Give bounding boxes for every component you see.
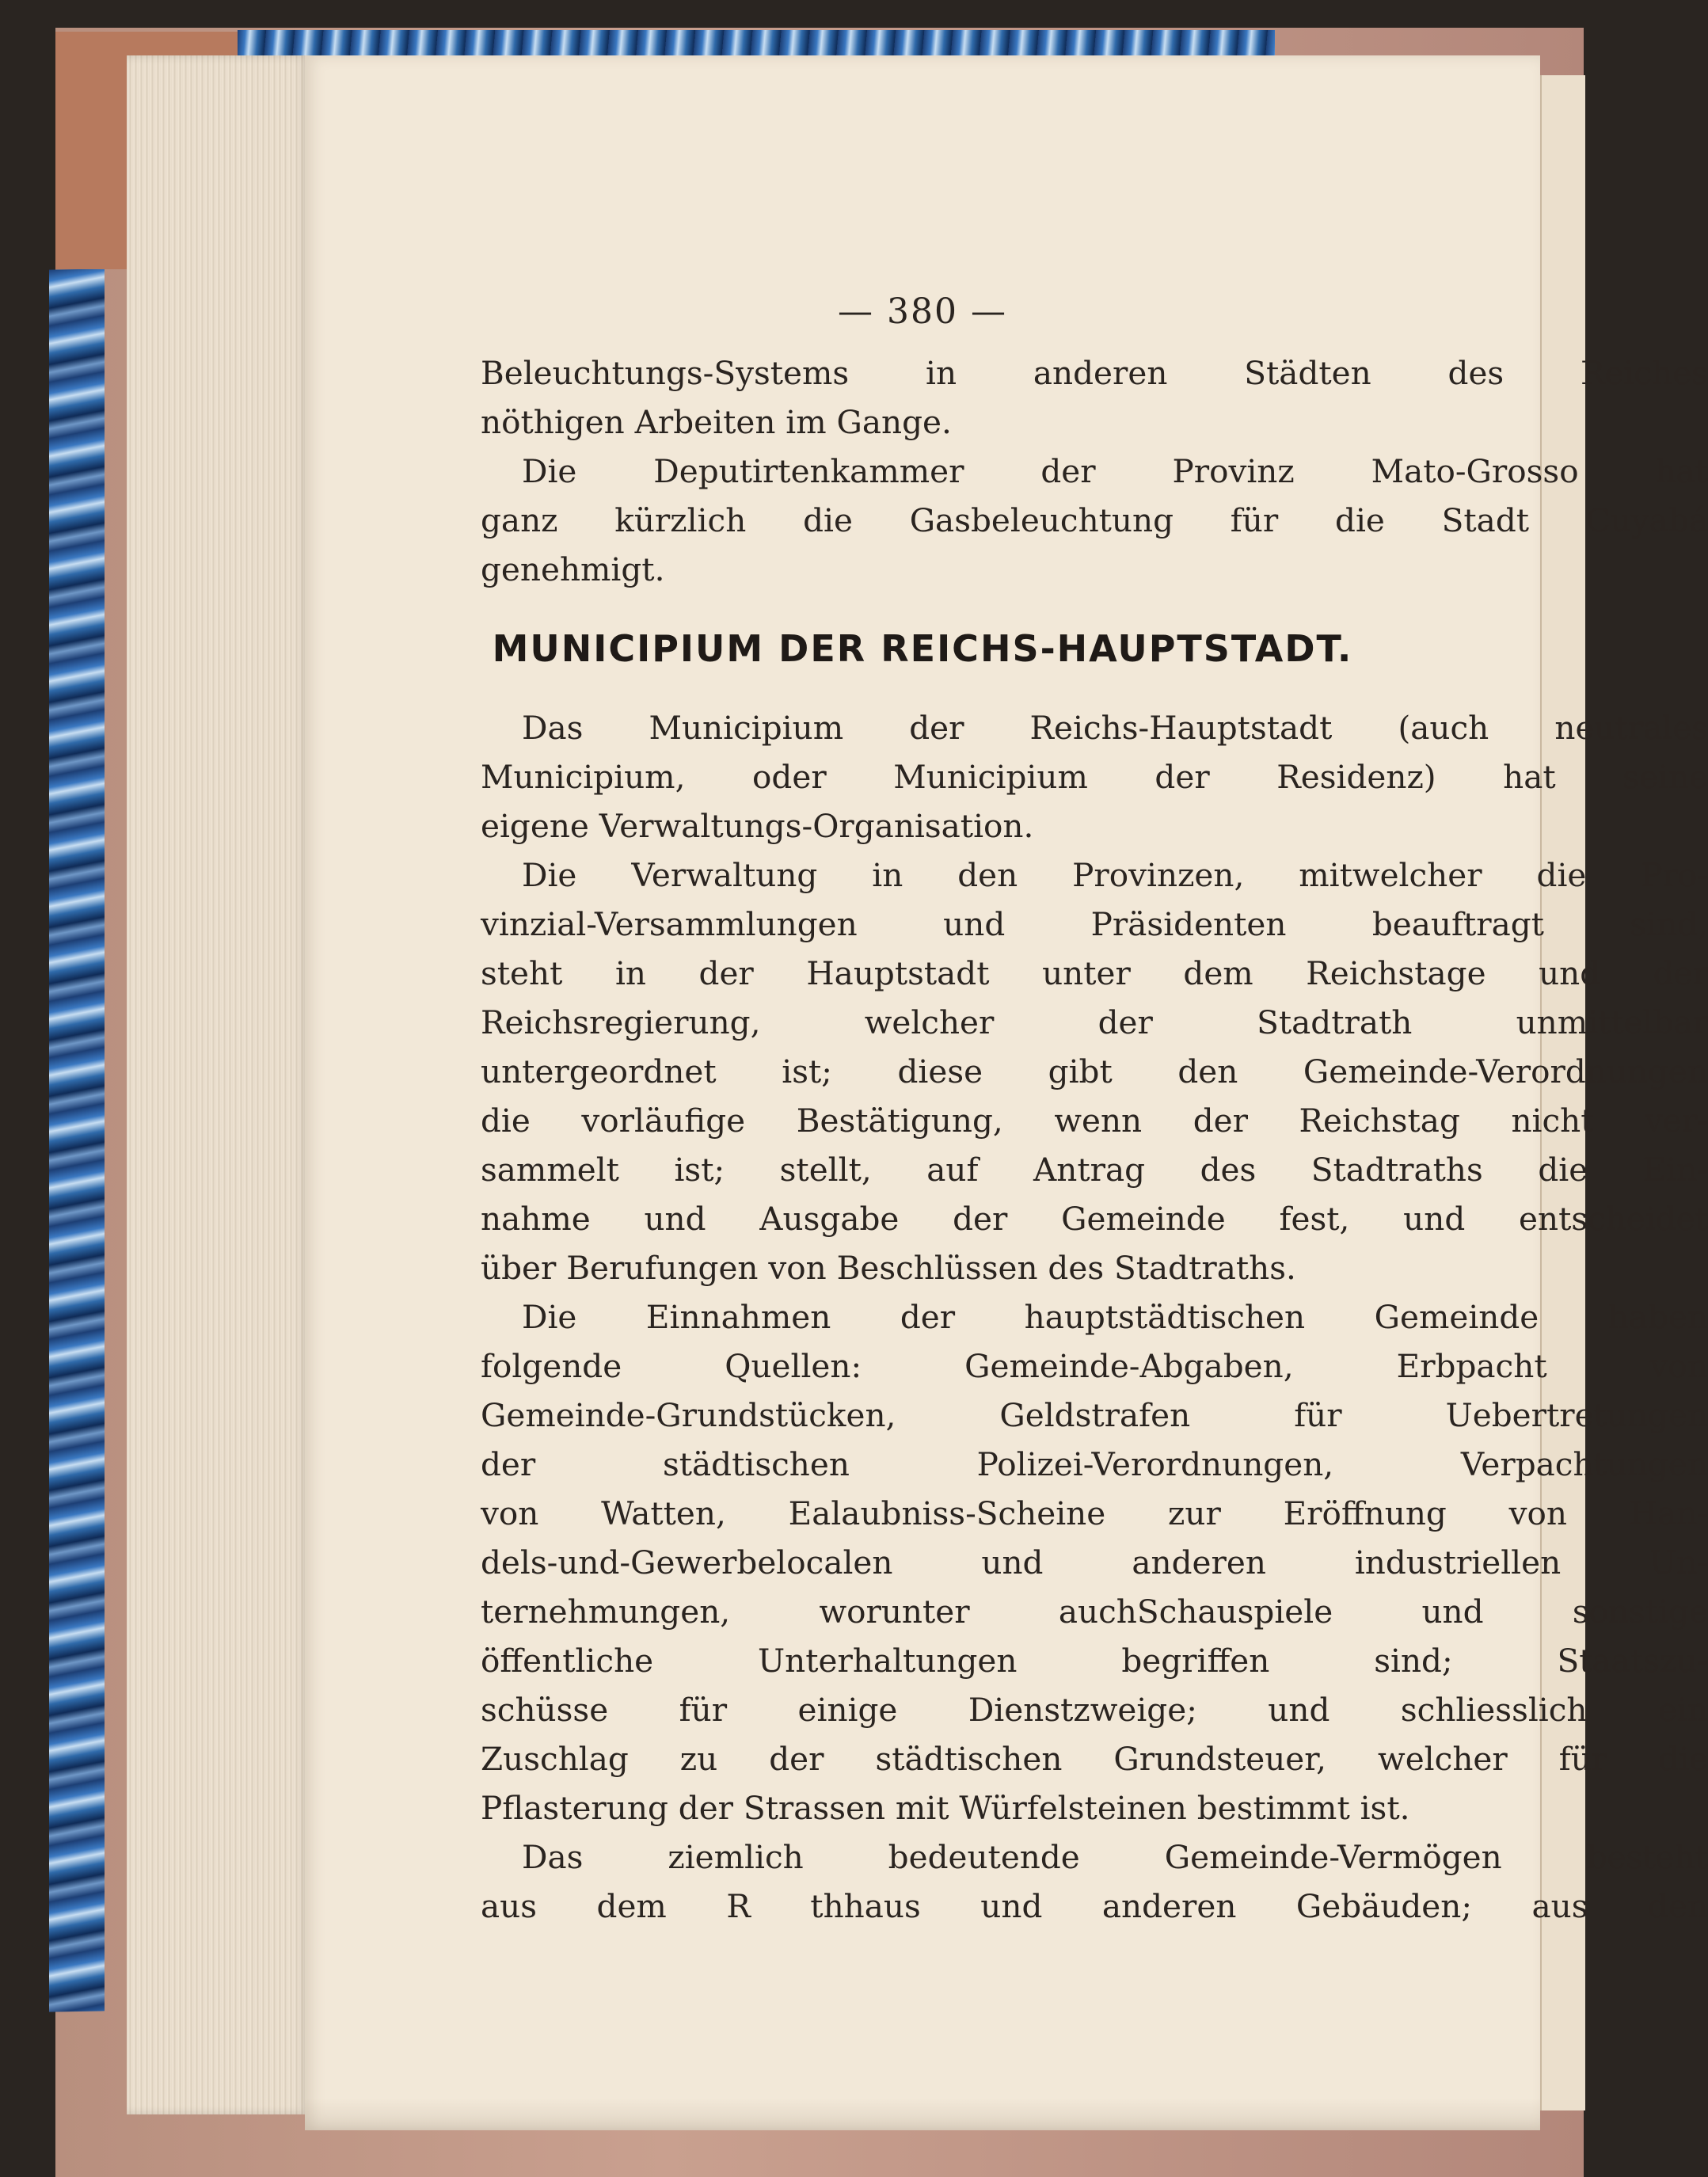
page-number: — 380 — bbox=[838, 291, 1007, 332]
text-line: schüsse für einige Dienstzweige; und schliesslich ein bbox=[481, 1691, 1708, 1729]
text-line: ternehmungen, worunter auchSchauspiele und sonstige bbox=[481, 1593, 1708, 1631]
text-line: Die Verwaltung in den Provinzen, mitwelcher die Pro- bbox=[522, 856, 1708, 894]
top-paragraphs bbox=[481, 348, 1708, 594]
text-line: Das ziemlich bedeutende Gemeinde-Vermögen besteht bbox=[522, 1838, 1708, 1876]
text-line: die vorläufige Bestätigung, wenn der Reichstag nicht ver- bbox=[481, 1102, 1708, 1140]
text-line: nöthigen Arbeiten im Gange. bbox=[481, 403, 952, 441]
text-line: Zuschlag zu der städtischen Grundsteuer, welcher für die bbox=[481, 1740, 1708, 1778]
text-line: aus dem R thhaus und anderen Gebäuden; aus den bbox=[481, 1887, 1708, 1925]
text-line: über Berufungen von Beschlüssen des Stadtraths. bbox=[481, 1249, 1296, 1287]
text-line: von Watten, Ealaubniss-Scheine zur Eröffnung von Han- bbox=[481, 1494, 1708, 1532]
text-line: Das Municipium der Reichs-Hauptstadt (auch neutrales bbox=[522, 709, 1708, 747]
text-line: Beleuchtungs-Systems in anderen Städten des Reiches bbox=[481, 354, 1708, 392]
page-edges bbox=[127, 55, 309, 2114]
text-line: Gemeinde-Grundstücken, Geldstrafen für Uebertretungen bbox=[481, 1396, 1708, 1434]
text-line: steht in der Hauptstadt unter dem Reichstage und der bbox=[481, 954, 1708, 992]
text-line: Pflasterung der Strassen mit Würfelsteinen bestimmt ist. bbox=[481, 1789, 1410, 1827]
text-line: vinzial-Versammlungen und Präsidenten beauftragt sind, bbox=[481, 905, 1708, 943]
text-line: Reichsregierung, welcher der Stadtrath unmittelbar bbox=[481, 1003, 1708, 1041]
text-line: öffentliche Unterhaltungen begriffen sind; Staatszu- bbox=[481, 1642, 1708, 1680]
text-line: ganz kürzlich die Gasbeleuchtung für die Stadt Cuyabá bbox=[481, 501, 1708, 539]
text-line: Municipium, oder Municipium der Residenz) hat seine bbox=[481, 758, 1708, 796]
section-body bbox=[481, 703, 1708, 1931]
text-line: der städtischen Polizei-Verordnungen, Verpachtungen bbox=[481, 1445, 1708, 1483]
text-line: Die Einnahmen der hauptstädtischen Gemeinde haben bbox=[522, 1298, 1708, 1336]
text-line: eigene Verwaltungs-Organisation. bbox=[481, 807, 1034, 845]
section-heading: MUNICIPIUM DER REICHS-HAUPTSTADT. bbox=[492, 627, 1353, 670]
text-line: nahme und Ausgabe der Gemeinde fest, und entscheidet bbox=[481, 1200, 1708, 1238]
text-line: folgende Quellen: Gemeinde-Abgaben, Erbpacht von bbox=[481, 1347, 1708, 1385]
text-line: sammelt ist; stellt, auf Antrag des Stadtraths die Ein- bbox=[481, 1151, 1708, 1189]
text-line: Die Deputirtenkammer der Provinz Mato-Grosso hat bbox=[522, 452, 1708, 490]
text-line: untergeordnet ist; diese gibt den Gemeinde-Verordnungen bbox=[481, 1052, 1708, 1090]
book-page bbox=[305, 55, 1708, 2130]
text-line: genehmigt. bbox=[481, 550, 665, 588]
text-line: dels-und-Gewerbelocalen und anderen industriellen Un- bbox=[481, 1543, 1708, 1581]
page-bottom-shadow bbox=[305, 2099, 1540, 2130]
marbled-cover-edge bbox=[49, 268, 105, 2011]
